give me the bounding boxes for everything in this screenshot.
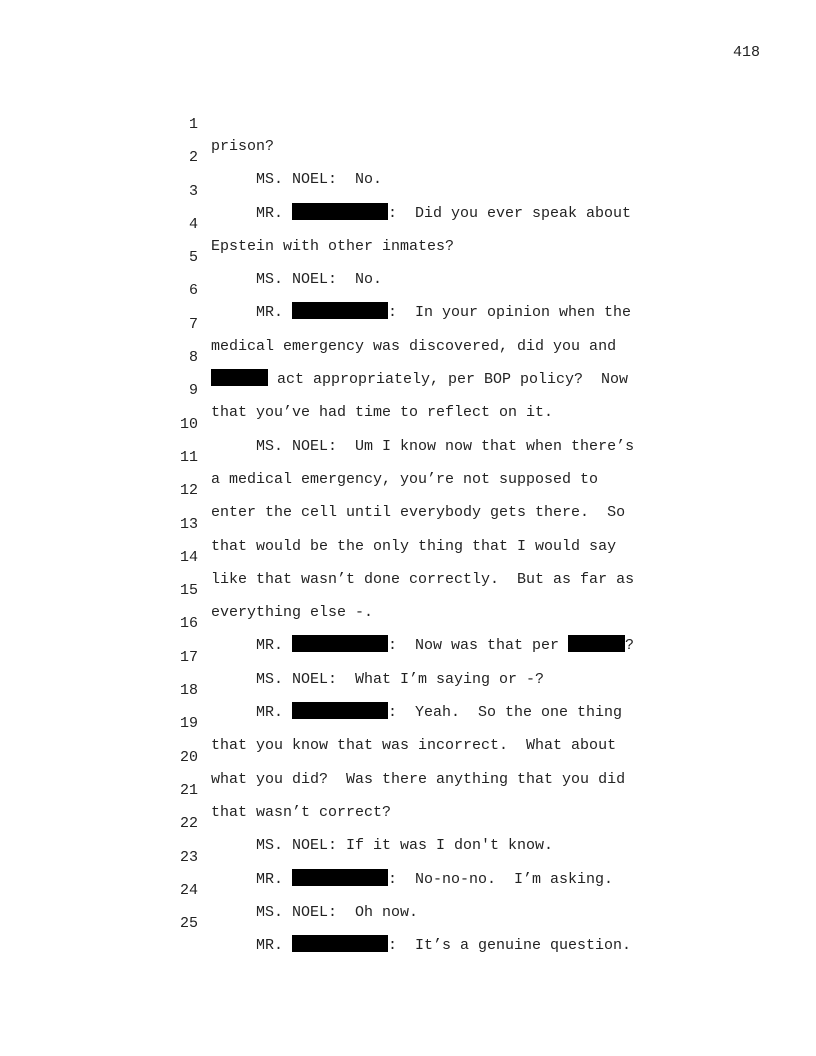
transcript-line: [0, 625, 816, 688]
text-segment: MR.: [211, 937, 293, 955]
line-number: 16: [179, 615, 198, 633]
transcript-line: [0, 225, 816, 289]
line-number: 20: [179, 748, 198, 766]
text-segment: MR.: [211, 704, 293, 722]
line-number: 15: [179, 582, 198, 600]
text-segment: that wasn’t correct?: [211, 803, 392, 821]
text-segment: enter the cell until everybody gets there. So: [211, 504, 626, 522]
transcript-line: [0, 858, 816, 921]
line-number: 11: [179, 448, 198, 466]
transcript-line: [0, 92, 816, 155]
transcript-line: [0, 758, 816, 821]
transcript-line: [0, 292, 816, 355]
line-number: 17: [179, 648, 198, 666]
transcript-line: [0, 325, 816, 389]
line-number: 10: [179, 415, 198, 433]
transcript-line: [0, 525, 816, 588]
text-segment: MR.: [211, 204, 293, 222]
transcript-line: [0, 258, 816, 322]
text-segment: ?: [625, 637, 635, 655]
transcript-line: [0, 725, 816, 788]
text-segment: MR.: [211, 304, 293, 322]
line-number: 18: [179, 682, 198, 700]
text-segment: that you know that was incorrect. What about: [211, 737, 617, 755]
line-number: 4: [188, 215, 198, 233]
transcript-line: [0, 159, 816, 222]
text-segment: a medical emergency, you’re not supposed to: [211, 470, 599, 488]
text-segment: that you’ve had time to reflect on it.: [211, 404, 554, 422]
redaction-block: [292, 935, 388, 952]
text-segment: Epstein with other inmates?: [211, 237, 455, 255]
text-segment: act appropriately, per BOP policy? Now: [268, 371, 629, 389]
transcript-body: [0, 92, 816, 955]
text-segment: : It’s a genuine question.: [388, 937, 632, 955]
line-number: 7: [188, 315, 198, 333]
text-segment: : Did you ever speak about: [388, 204, 632, 222]
transcript-line: [0, 425, 816, 488]
transcript-line: [0, 458, 816, 522]
line-number: 22: [179, 815, 198, 833]
line-number: 23: [179, 848, 198, 866]
line-number: 5: [188, 249, 198, 267]
transcript-line: [0, 558, 816, 622]
text-segment: medical emergency was discovered, did you and: [211, 337, 617, 355]
transcript-line: [0, 591, 816, 655]
transcript-line: [0, 691, 816, 755]
transcript-line: [0, 358, 816, 422]
transcript-line: [0, 791, 816, 855]
line-number: 13: [179, 515, 198, 533]
transcript-line: [0, 658, 816, 722]
line-number: 8: [188, 349, 198, 367]
line-number: 9: [188, 382, 198, 400]
text-segment: : No-no-no. I’m asking.: [388, 870, 614, 888]
text-segment: MR.: [211, 870, 293, 888]
text-segment: like that wasn’t done correctly. But as far as: [211, 570, 635, 588]
line-number: 21: [179, 781, 198, 799]
page-number: 418: [733, 44, 761, 61]
line-number: 24: [179, 881, 198, 899]
text-segment: MS. NOEL: If it was I don't know.: [211, 837, 554, 855]
line-number: 3: [188, 182, 198, 200]
text-segment: that would be the only thing that I would say: [211, 537, 617, 555]
line-number: 25: [179, 915, 198, 933]
line-number: 12: [179, 482, 198, 500]
text-segment: MS. NOEL: What I’m saying or -?: [211, 670, 545, 688]
transcript-line: [0, 392, 816, 455]
transcript-line: [0, 825, 816, 888]
text-segment: MS. NOEL: No.: [211, 171, 383, 189]
transcript-line: [0, 891, 816, 955]
text-segment: MS. NOEL: Um I know now that when there’s: [211, 437, 635, 455]
text-segment: MS. NOEL: Oh now.: [211, 903, 419, 921]
text-segment: MS. NOEL: No.: [211, 271, 383, 289]
line-text: [211, 935, 631, 957]
text-segment: : In your opinion when the: [388, 304, 632, 322]
line-number: 6: [188, 282, 198, 300]
transcript-line: [0, 192, 816, 255]
text-segment: everything else -.: [211, 604, 374, 622]
transcript-line: [0, 492, 816, 555]
text-segment: prison?: [211, 138, 275, 155]
line-number: 19: [179, 715, 198, 733]
text-segment: : Now was that per: [388, 637, 569, 655]
line-number: 1: [188, 116, 198, 133]
text-segment: MR.: [211, 637, 293, 655]
text-segment: : Yeah. So the one thing: [388, 704, 623, 722]
transcript-line: [0, 125, 816, 189]
line-number: 14: [179, 548, 198, 566]
text-segment: what you did? Was there anything that you did: [211, 770, 626, 788]
line-number: 2: [188, 149, 198, 167]
